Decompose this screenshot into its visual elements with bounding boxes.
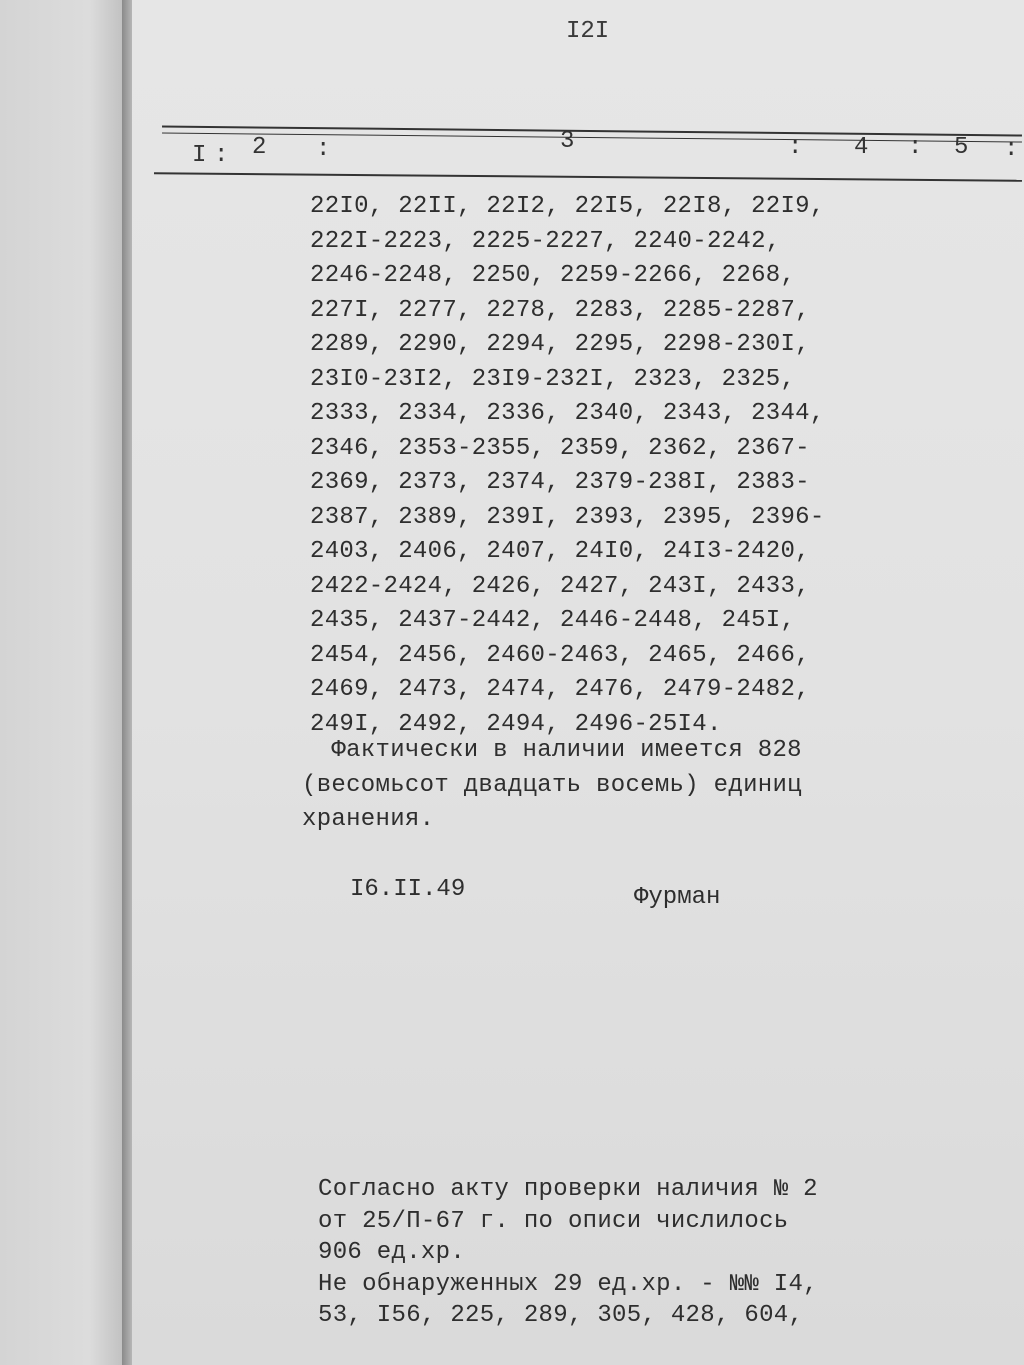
note-line: 53, I56, 225, 289, 305, 428, 604,	[318, 1302, 804, 1329]
list-line: 23I0-23I2, 23I9-232I, 2323, 2325,	[310, 365, 796, 393]
verification-note	[318, 1174, 878, 1332]
list-line: 2346, 2353-2355, 2359, 2362, 2367-	[310, 434, 810, 462]
signatory-name: Фурман	[634, 884, 721, 911]
statement-line: (весомьсот двадцать восемь) единиц	[302, 771, 802, 799]
statement-line: Фактически в наличии имеется 828	[302, 737, 802, 764]
column-separator: :	[908, 134, 923, 161]
list-line: 249I, 2492, 2494, 2496-25I4.	[310, 710, 722, 738]
list-line: 2369, 2373, 2374, 2379-238I, 2383-	[310, 469, 810, 496]
list-line: 2454, 2456, 2460-2463, 2465, 2466,	[310, 641, 810, 669]
list-line: 2422-2424, 2426, 2427, 243I, 2433,	[310, 572, 810, 600]
note-line: Не обнаруженных 29 ед.хр. - №№ I4,	[318, 1270, 818, 1298]
header-bottom-rule	[154, 172, 1022, 182]
list-line: 2403, 2406, 2407, 24I0, 24I3-2420,	[310, 538, 810, 565]
column-2-label: 2	[252, 134, 267, 161]
column-4-label: 4	[854, 134, 869, 161]
list-line: 2387, 2389, 239I, 2393, 2395, 2396-	[310, 503, 825, 531]
list-line: 2246-2248, 2250, 2259-2266, 2268,	[310, 262, 796, 289]
left-facing-page	[0, 0, 128, 1365]
column-separator: :	[1004, 136, 1019, 163]
list-line: 2469, 2473, 2474, 2476, 2479-2482,	[310, 676, 810, 703]
list-line: 2333, 2334, 2336, 2340, 2343, 2344,	[310, 400, 825, 427]
list-line: 222I-2223, 2225-2227, 2240-2242,	[310, 227, 781, 255]
column-5-label: 5	[954, 134, 969, 161]
note-line: 906 ед.хр.	[318, 1239, 466, 1266]
inventory-number-list	[310, 190, 830, 742]
document-date: I6.II.49	[350, 876, 466, 903]
column-separator: :	[788, 134, 803, 161]
column-separator: :	[316, 136, 331, 163]
list-line: 22I0, 22II, 22I2, 22I5, 22I8, 22I9,	[310, 193, 825, 220]
column-1-label: I	[192, 142, 207, 169]
list-line: 227I, 2277, 2278, 2283, 2285-2287,	[310, 296, 810, 324]
actual-holdings-statement	[302, 734, 862, 838]
list-line: 2435, 2437-2442, 2446-2448, 245I,	[310, 607, 796, 634]
column-3-label: 3	[560, 128, 575, 155]
note-line: от 25/П-67 г. по описи числилось	[318, 1207, 789, 1235]
statement-line: хранения.	[302, 806, 435, 833]
note-line: Согласно акту проверки наличия № 2	[318, 1176, 818, 1203]
column-separator: :	[214, 142, 229, 169]
document-page	[132, 0, 1024, 1365]
page-number: I2I	[566, 18, 610, 45]
list-line: 2289, 2290, 2294, 2295, 2298-230I,	[310, 331, 810, 358]
